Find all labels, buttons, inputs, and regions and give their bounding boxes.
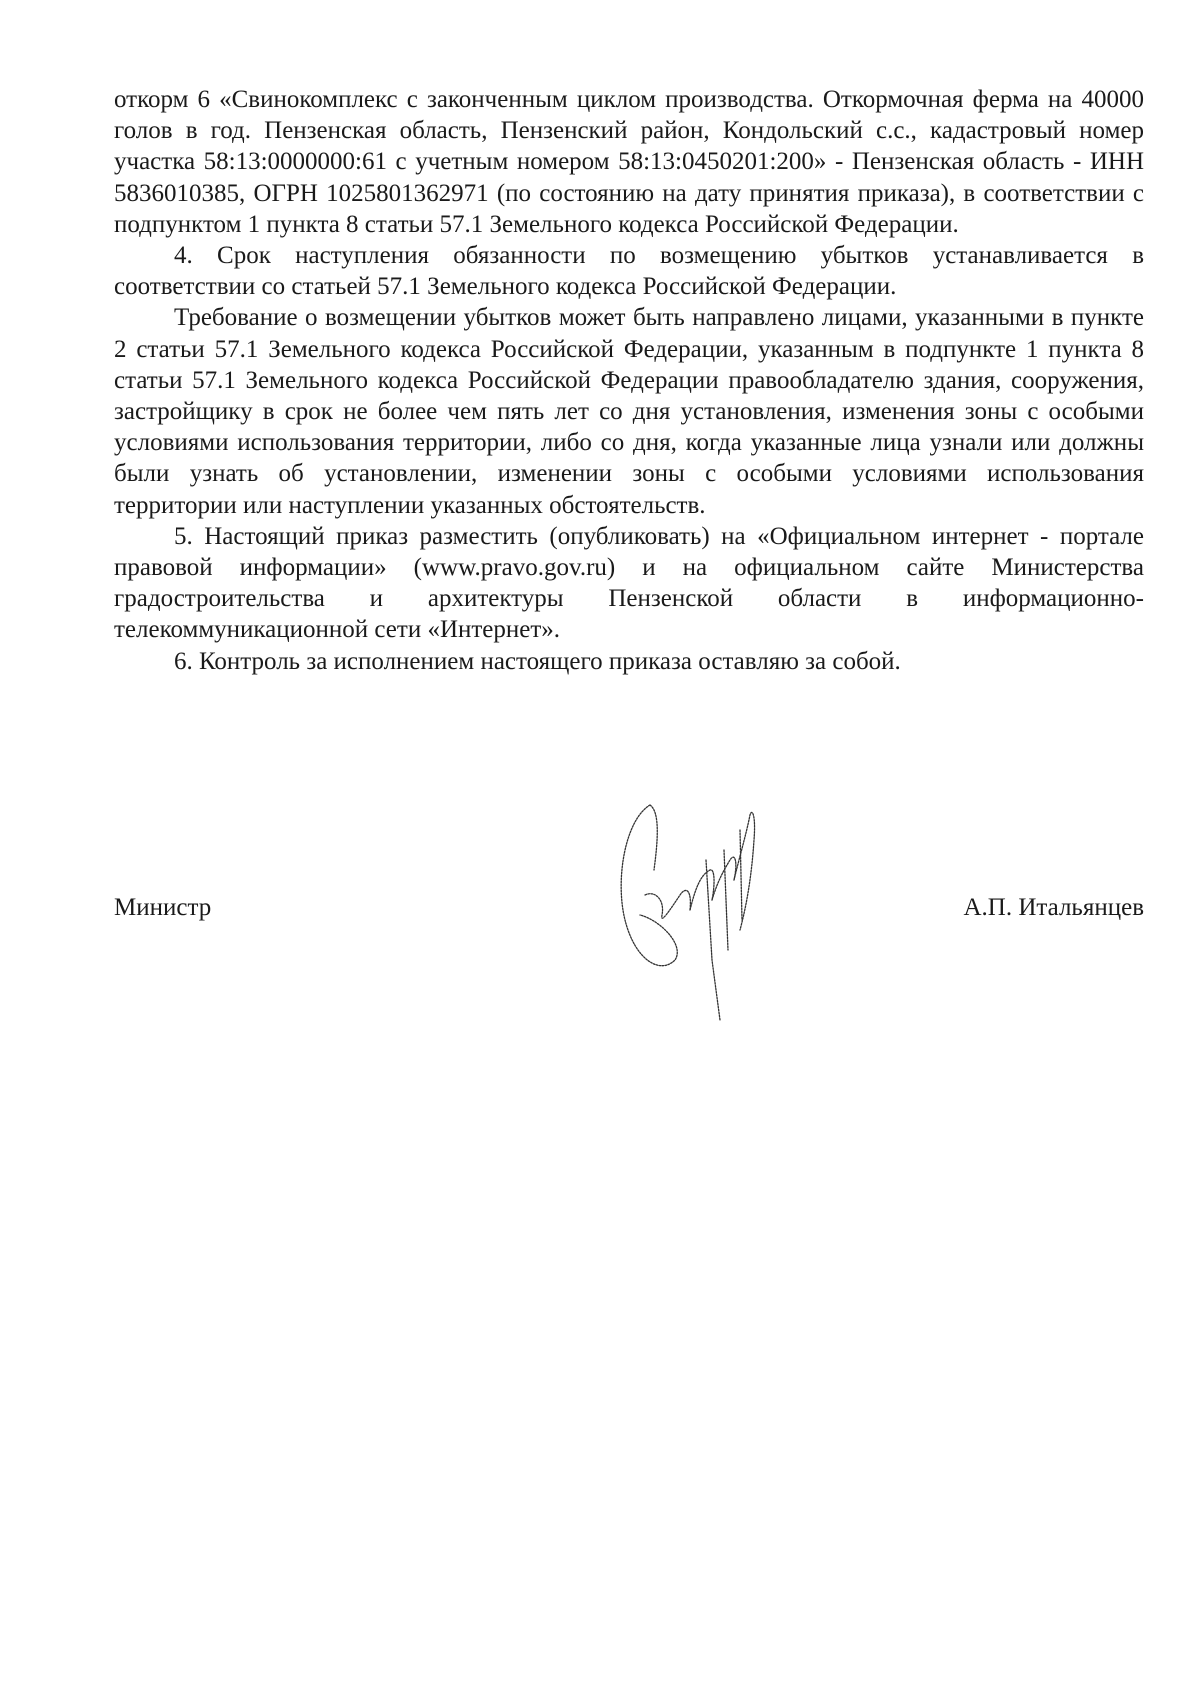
paragraph-item-4: 4. Срок наступления обязанности по возмещению убытков устанавливается в соответствии со статьей 57.1 Земельного кодекса Российской Федерации. — [114, 242, 1144, 301]
paragraph-item-5: 5. Настоящий приказ разместить (опубликовать) на «Официальном интернет - портале правовой информации» (www.pravo.gov.ru) и на официальном сайте Министерства градостроительства и архитектуры Пензенской области в информационно-телекоммуникационной сети «Интернет». — [114, 522, 1144, 644]
handwritten-signature — [620, 800, 790, 1030]
paragraph-item-6: 6. Контроль за исполнением настоящего приказа оставляю за собой. — [174, 647, 901, 675]
signatory-name: А.П. Итальянцев — [963, 894, 1144, 921]
paragraph-claim-requirement: Требование о возмещении убытков может быть направлено лицами, указанными в пункте 2 статьи 57.1 Земельного кодекса Российской Федерации, указанным в подпункте 1 пункта 8 статьи 57.1 Земельного кодекса Российской Федерации правообладателю здания, сооружения, застройщику в срок не более чем пять лет со дня установления, изменения зоны с особыми условиями использования территории, либо со дня, когда указанные лица узнали или должны были узнать об установлении, изменении зоны с особыми условиями использования территории или наступлении указанных обстоятельств. — [114, 304, 1144, 519]
document-body — [114, 84, 1144, 677]
paragraph-continuation: откорм 6 «Свинокомплекс с законченным циклом производства. Откормочная ферма на 40000 голов в год. Пензенская область, Пензенский район, Кондольский с.с., кадастровый номер участка 58:13:0000000:61 с учетным номером 58:13:0450201:200» - Пензенская область - ИНН 5836010385, ОГРН 1025801362971 (по состоянию на дату принятия приказа), в соответствии с подпунктом 1 пункта 8 статьи 57.1 Земельного кодекса Российской Федерации. — [114, 86, 1144, 238]
position-title: Министр — [114, 894, 212, 921]
